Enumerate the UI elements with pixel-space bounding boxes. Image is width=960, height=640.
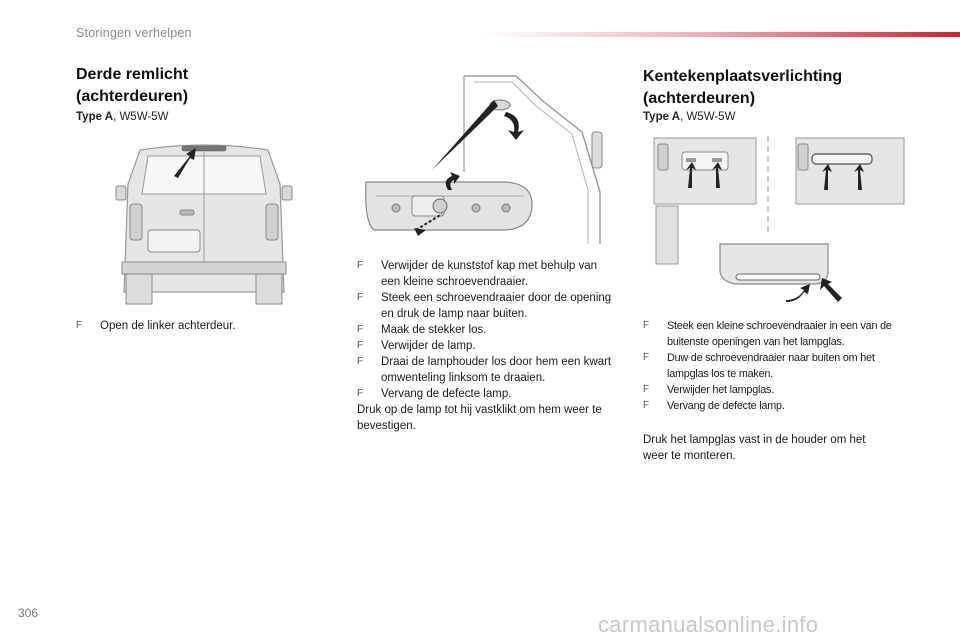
title-line-2: (achterdeuren) <box>76 88 189 105</box>
bulb-type-line <box>76 111 168 123</box>
left-steps-list <box>76 318 266 334</box>
list-item: F Maak de stekker los. <box>357 324 487 336</box>
type-label: Type A <box>643 111 681 123</box>
title-line-1: Derde remlicht <box>76 66 189 83</box>
section-title-third-brake-light <box>76 64 188 108</box>
bullet-marker: F <box>357 340 364 351</box>
list-item: F Verwijder de kunststof kap met behulp van een kleine schroevendraaier. <box>357 260 598 288</box>
rear-door-brake-light-illustration <box>356 72 612 244</box>
bullet-marker: F <box>643 352 649 363</box>
bullet-marker: F <box>357 260 364 271</box>
bullet-marker: F <box>643 320 649 331</box>
type-label: Type A <box>76 111 114 123</box>
list-item: F Draai de lamphouder los door hem een kwart omwenteling linksom te draaien. <box>357 356 612 384</box>
list-item: F Vervang de defecte lamp. <box>357 388 512 400</box>
right-note: Druk het lampglas vast in de houder om het weer te monteren. <box>643 434 866 462</box>
watermark-text: carmanualsonline.info <box>598 612 819 637</box>
bullet-marker: F <box>643 384 649 395</box>
middle-note: Druk op de lamp tot hij vastklikt om hem weer te bevestigen. <box>357 404 602 432</box>
section-title-license-plate-light <box>643 66 842 110</box>
bullet-marker: F <box>357 324 364 335</box>
bullet-marker: F <box>357 388 364 399</box>
list-item: F Steek een schroevendraaier door de opening en druk de lamp naar buiten. <box>357 292 612 320</box>
middle-steps-list <box>357 258 617 402</box>
type-value: , W5W-5W <box>113 111 169 123</box>
title-line-1: Kentekenplaatsverlichting <box>643 68 843 85</box>
page-number: 306 <box>18 606 39 620</box>
bullet-marker: F <box>357 292 364 303</box>
van-rear-illustration <box>114 142 294 307</box>
right-steps-list <box>643 318 911 414</box>
header-accent-bar <box>480 32 960 37</box>
list-item: F Verwijder het lampglas. <box>643 384 775 396</box>
type-value: , W5W-5W <box>680 111 736 123</box>
bullet-marker: F <box>643 400 649 411</box>
title-line-2: (achterdeuren) <box>643 90 756 107</box>
page-section-header: Storingen verhelpen <box>76 26 192 40</box>
list-item: F Open de linker achterdeur. <box>76 320 236 332</box>
bullet-marker: F <box>357 356 364 367</box>
bulb-type-line <box>643 111 735 123</box>
list-item: F Vervang de defecte lamp. <box>643 400 785 412</box>
list-item: F Verwijder de lamp. <box>357 340 476 352</box>
list-item: F Steek een kleine schroevendraaier in een van de buitenste openingen van het lampglas. <box>643 320 892 348</box>
bullet-marker: F <box>76 320 83 331</box>
license-plate-light-illustration <box>652 136 908 308</box>
list-item: F Duw de schroevendraaier naar buiten om het lampglas los te maken. <box>643 352 875 380</box>
